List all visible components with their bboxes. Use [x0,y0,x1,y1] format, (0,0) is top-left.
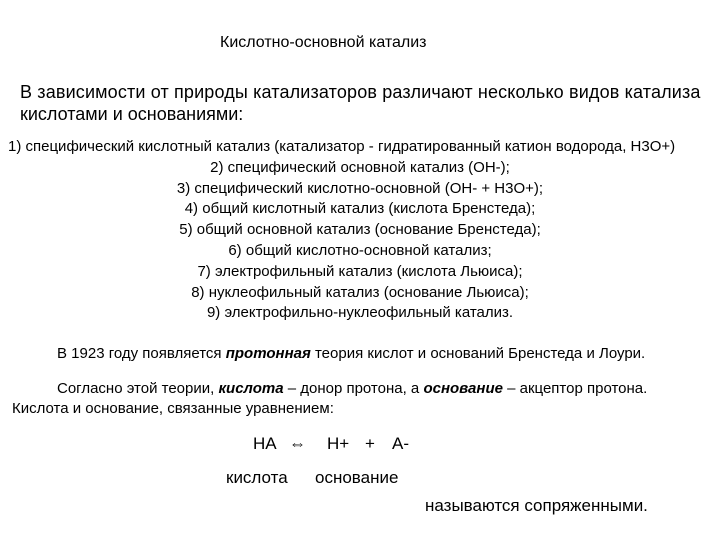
list-item: 2) специфический основной катализ (ОН-); [210,158,510,176]
theory-paragraph [57,345,645,362]
equation-anion: А- [392,434,409,453]
base-label: основание [315,468,399,487]
list-item: 1) специфический кислотный катализ (катализатор - гидратированный катион водорода, Н3О+) [8,138,676,155]
acid-label: кислота [226,468,288,487]
list-item: 8) нуклеофильный катализ (основание Льюиса); [191,283,529,301]
list-item: 6) общий кислотно-основной катализ; [228,241,492,259]
equation-proton: Н+ [327,434,350,453]
list-item: 3) специфический кислотно-основной (ОН- + Н3О+); [176,179,544,197]
catalysis-types-list [0,137,720,324]
emphasis-protonic: протонная [225,345,311,362]
emphasis-base: основание [423,380,503,397]
paragraph-text: В 1923 году появляется [57,345,226,362]
conclusion-text: называются сопряженными. [425,496,648,515]
intro-line-1: В зависимости от природы катализаторов различают несколько видов катализа [20,82,701,102]
equation-acid: НА [253,434,277,453]
paragraph-text: теория кислот и оснований Бренстеда и Лоури. [310,345,646,362]
slide-title: Кислотно-основной катализ [220,34,427,51]
paragraph-text: – акцептор протона. [502,380,648,397]
paragraph-text: Согласно этой теории, [57,380,219,397]
paragraph-text: – донор протона, а [283,380,424,397]
list-item: 7) электрофильный катализ (кислота Льюиса); [197,262,523,280]
equilibrium-arrow-icon: ⇔ [289,434,306,453]
list-item: 5) общий основной катализ (основание Бренстеда); [179,221,541,239]
definition-line-1 [57,380,647,397]
emphasis-acid: кислота [218,380,284,397]
equation-plus: + [365,434,375,453]
definition-line-2: Кислота и основание, связанные уравнением: [12,400,334,417]
list-item: 9) электрофильно-нуклеофильный катализ. [206,304,514,322]
intro-line-2: кислотами и основаниями: [20,104,244,124]
list-item: 4) общий кислотный катализ (кислота Бренстеда); [184,200,536,218]
